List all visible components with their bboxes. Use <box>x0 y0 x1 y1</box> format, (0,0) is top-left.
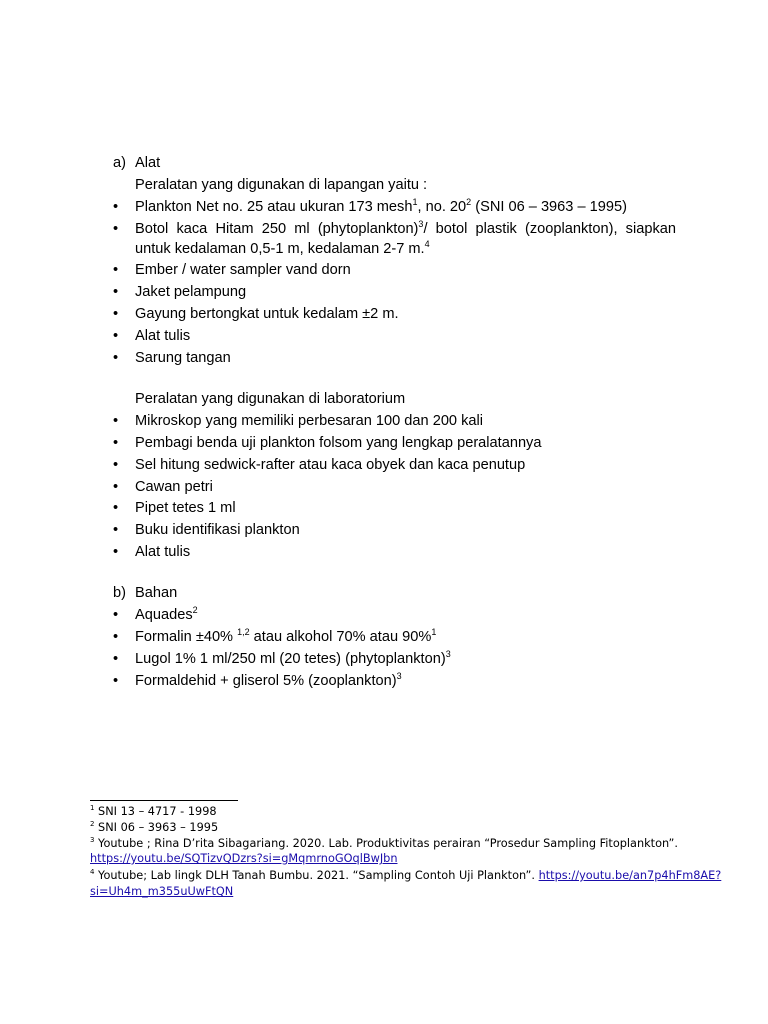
list-item-ember: Ember / water sampler vand dorn <box>135 262 351 278</box>
footnote-3: $^3$ Youtube ; Rina D’rita Sibagariang. 2020. Lab. Produktivitas perairan “Prosedur Sampling Fitoplankton”. <box>90 836 678 850</box>
bullet-icon: • <box>113 607 119 623</box>
bullet-icon: • <box>113 306 119 322</box>
list-item: Pipet tetes 1 ml <box>135 500 236 516</box>
section-b-heading: Bahan <box>135 585 178 601</box>
list-item: Alat tulis <box>135 544 191 560</box>
list-item-formaldehid: Formaldehid + gliserol 5% (zooplankton)$^3$ <box>135 671 402 689</box>
list-item-formalin: Formalin ±40% $^{1,2}$ atau alkohol 70% atau 90%$^1$ <box>135 627 437 645</box>
bullet-icon: • <box>113 500 119 516</box>
footnote-3-link[interactable]: https://youtu.be/SQTizvQDzrs?si=gMqmrnoGOqlBwJbn <box>90 852 398 865</box>
list-item: Sel hitung sedwick-rafter atau kaca obyek dan kaca penutup <box>135 457 526 473</box>
footnote-1: $^1$ SNI 13 – 4717 - 1998 <box>90 804 217 818</box>
bullet-icon: • <box>113 629 119 645</box>
list-item: Mikroskop yang memiliki perbesaran 100 dan 200 kali <box>135 413 483 429</box>
list-item-jaket: Jaket pelampung <box>135 284 247 300</box>
list-item-plankton-net: Plankton Net no. 25 atau ukuran 173 mesh$^1$, no. $20^2$ (SNI 06 – 3963 – 1995) <box>135 197 627 215</box>
list-item: Cawan petri <box>135 479 213 495</box>
bullet-icon: • <box>113 328 119 344</box>
list-item-lugol: Lugol 1% 1 ml/250 ml (20 tetes) (phytoplankton)$^3$ <box>135 649 451 667</box>
list-item-botol-line2: untuk kedalaman 0,5-1 m, kedalaman 2-7 m.$^4$ <box>135 239 430 257</box>
bullet-icon: • <box>113 221 119 237</box>
bullet-icon: • <box>113 435 119 451</box>
bullet-icon: • <box>113 479 119 495</box>
list-item: Pembagi benda uji plankton folsom yang lengkap peralatannya <box>135 435 542 451</box>
footnote-4-link[interactable]: https://youtu.be/an7p4hFm8AE? <box>538 869 722 882</box>
list-item: Buku identifikasi plankton <box>135 522 300 538</box>
section-a-heading: Alat <box>135 155 161 171</box>
section-a-marker: a) <box>113 155 126 171</box>
bullet-icon: • <box>113 350 119 366</box>
lab-equipment-intro: Peralatan yang digunakan di laboratorium <box>135 391 406 407</box>
footnote-separator <box>90 800 238 801</box>
bullet-icon: • <box>113 199 119 215</box>
section-b-marker: b) <box>113 585 126 601</box>
list-item-alat-tulis: Alat tulis <box>135 328 191 344</box>
footnote-4-link-continued[interactable]: si=Uh4m_m355uUwFtQN <box>90 885 234 898</box>
bullet-icon: • <box>113 413 119 429</box>
bullet-icon: • <box>113 284 119 300</box>
footnote-4-link-line <box>90 885 233 899</box>
list-item-sarung-tangan: Sarung tangan <box>135 350 231 366</box>
footnote-2: $^2$ SNI 06 – 3963 – 1995 <box>90 820 219 834</box>
footnote-4: $^4$ Youtube; Lab lingk DLH Tanah Bumbu. 2021. “Sampling Contoh Uji Plankton”. https://youtu.be/an7p4hFm8AE? <box>90 868 722 882</box>
bullet-icon: • <box>113 544 119 560</box>
bullet-icon: • <box>113 457 119 473</box>
list-item-botol-line1: Botol kaca Hitam 250 ml (phytoplankton)$^3$/ botol plastik (zooplankton), siapkan <box>135 219 676 237</box>
footnote-3-link-line <box>90 852 397 866</box>
bullet-icon: • <box>113 262 119 278</box>
bullet-icon: • <box>113 673 119 689</box>
bullet-icon: • <box>113 651 119 667</box>
list-item-aquades: Aquades$^2$ <box>135 605 198 623</box>
field-equipment-intro: Peralatan yang digunakan di lapangan yaitu : <box>135 177 428 193</box>
list-item-gayung: Gayung bertongkat untuk kedalam ±2 m. <box>135 306 399 322</box>
bullet-icon: • <box>113 522 119 538</box>
